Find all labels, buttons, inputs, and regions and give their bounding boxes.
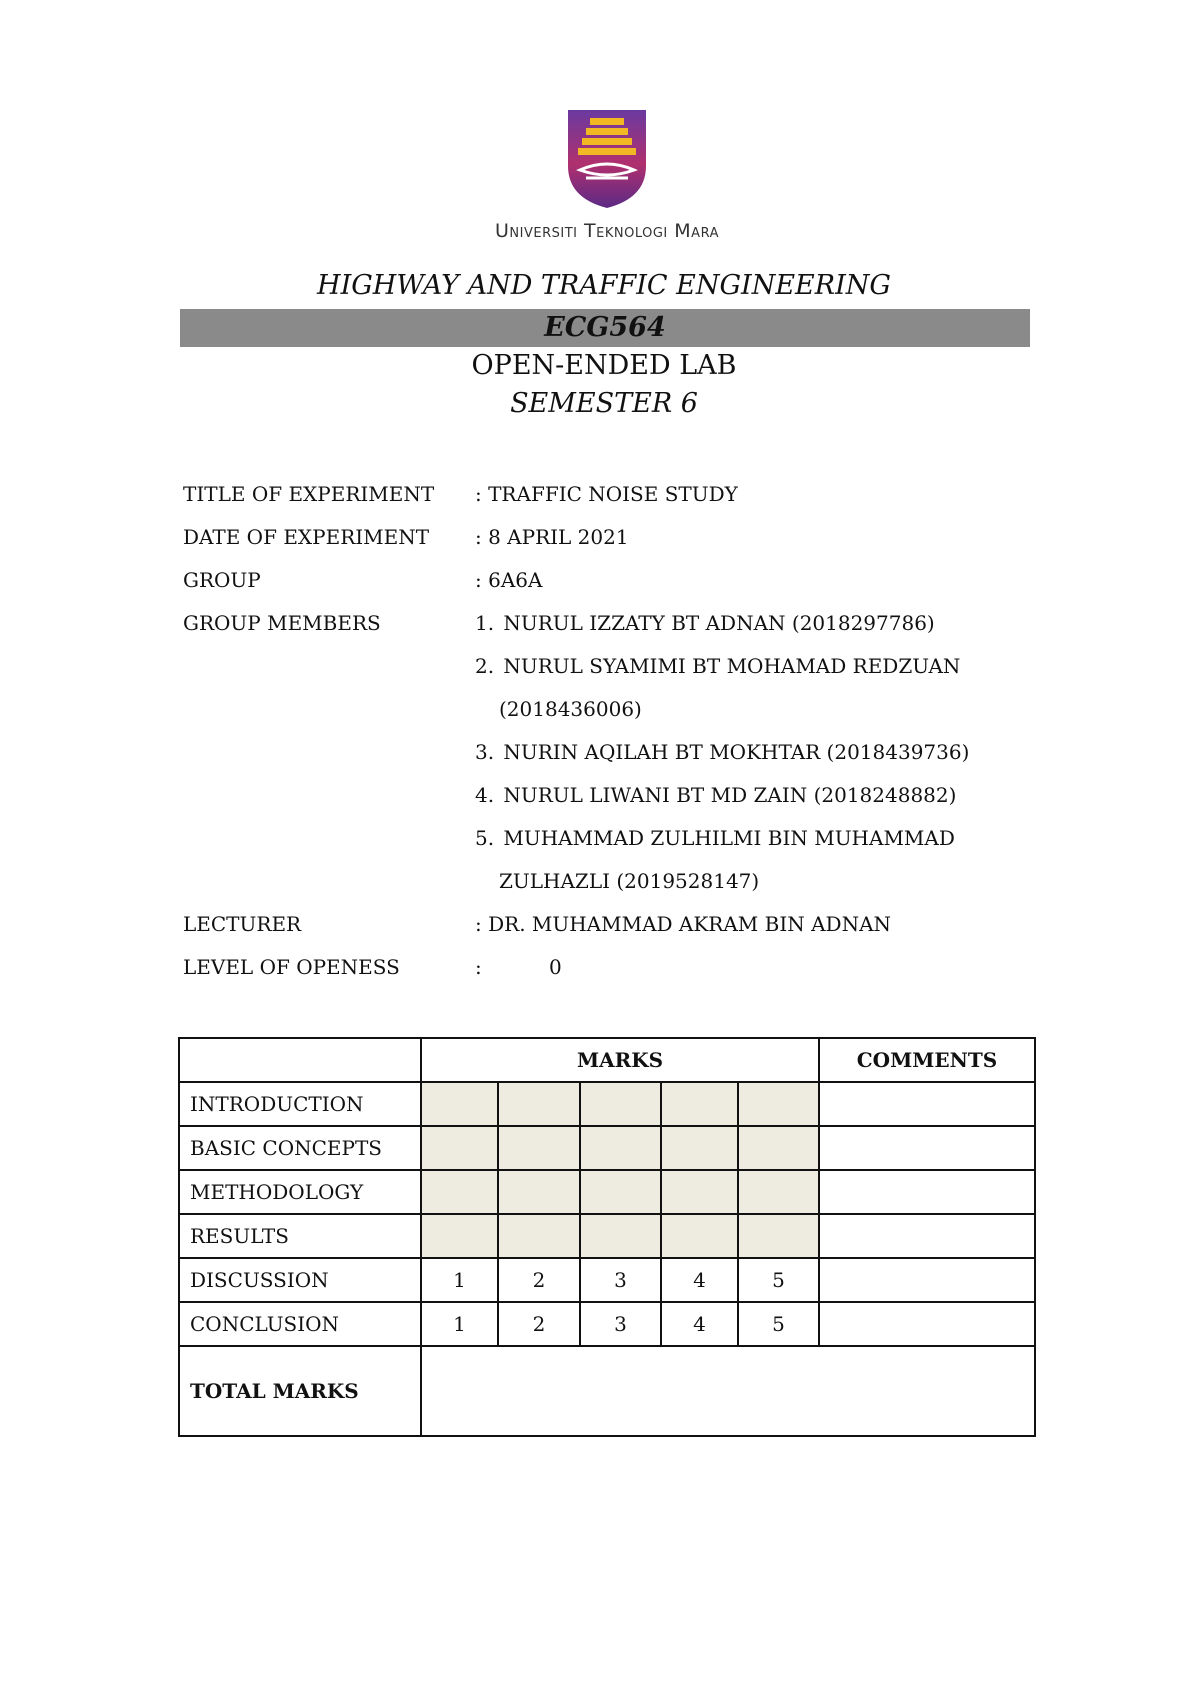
- openess-label: LEVEL OF OPENESS: [183, 955, 400, 979]
- comment-cell: [819, 1302, 1035, 1346]
- score-option[interactable]: 1: [421, 1258, 498, 1302]
- table-row: [179, 1258, 1035, 1302]
- member-5: [475, 826, 955, 850]
- comment-cell: [819, 1170, 1035, 1214]
- score-option[interactable]: 2: [498, 1302, 580, 1346]
- table-row: [179, 1214, 1035, 1258]
- member-number: 1.: [475, 611, 495, 635]
- empty-header-cell: [179, 1038, 421, 1082]
- total-row: [179, 1346, 1035, 1436]
- score-option[interactable]: 3: [580, 1258, 661, 1302]
- mark-cell: [661, 1170, 738, 1214]
- score-option[interactable]: 5: [738, 1258, 819, 1302]
- comment-cell: [819, 1126, 1035, 1170]
- criterion-label: RESULTS: [179, 1214, 421, 1258]
- score-option[interactable]: 5: [738, 1302, 819, 1346]
- mark-cell: [580, 1126, 661, 1170]
- lecturer-label: LECTURER: [183, 912, 302, 936]
- openess-value: 0: [549, 955, 562, 979]
- table-row: [179, 1082, 1035, 1126]
- member-number: 2.: [475, 654, 495, 678]
- criterion-label: BASIC CONCEPTS: [179, 1126, 421, 1170]
- criterion-label: DISCUSSION: [179, 1258, 421, 1302]
- member-name: NURUL LIWANI BT MD ZAIN (2018248882): [503, 783, 957, 807]
- university-name: Universiti Teknologi Mara: [495, 220, 719, 242]
- lab-title: OPEN-ENDED LAB: [471, 350, 737, 381]
- university-logo: [462, 108, 752, 242]
- member-number: 4.: [475, 783, 495, 807]
- semester: SEMESTER 6: [510, 388, 698, 419]
- mark-cell: [738, 1126, 819, 1170]
- group-value: : 6A6A: [475, 568, 543, 592]
- mark-cell: [580, 1214, 661, 1258]
- table-row: [179, 1126, 1035, 1170]
- member-1: [475, 611, 935, 635]
- comment-cell: [819, 1082, 1035, 1126]
- member-id: (2018436006): [499, 697, 642, 721]
- table-row: [179, 1302, 1035, 1346]
- lecturer-value: : DR. MUHAMMAD AKRAM BIN ADNAN: [475, 912, 892, 936]
- criterion-label: METHODOLOGY: [179, 1170, 421, 1214]
- score-option[interactable]: 3: [580, 1302, 661, 1346]
- marks-table: [178, 1037, 1036, 1437]
- mark-cell: [580, 1170, 661, 1214]
- comment-cell: [819, 1258, 1035, 1302]
- table-row: [179, 1170, 1035, 1214]
- score-option[interactable]: 1: [421, 1302, 498, 1346]
- mark-cell: [421, 1082, 498, 1126]
- table-header-row: [179, 1038, 1035, 1082]
- group-label: GROUP: [183, 568, 261, 592]
- course-title: HIGHWAY AND TRAFFIC ENGINEERING: [317, 270, 891, 301]
- mark-cell: [421, 1126, 498, 1170]
- openess-colon: :: [475, 955, 482, 979]
- criterion-label: CONCLUSION: [179, 1302, 421, 1346]
- member-name: NURIN AQILAH BT MOKHTAR (2018439736): [503, 740, 970, 764]
- total-marks-label: TOTAL MARKS: [179, 1346, 421, 1436]
- mark-cell: [661, 1214, 738, 1258]
- total-marks-cell: [421, 1346, 1035, 1436]
- score-option[interactable]: 2: [498, 1258, 580, 1302]
- mark-cell: [498, 1126, 580, 1170]
- mark-cell: [421, 1170, 498, 1214]
- title-value: : TRAFFIC NOISE STUDY: [475, 482, 738, 506]
- criterion-label: INTRODUCTION: [179, 1082, 421, 1126]
- mark-cell: [580, 1082, 661, 1126]
- mark-cell: [661, 1126, 738, 1170]
- member-4: [475, 783, 956, 807]
- member-name: MUHAMMAD ZULHILMI BIN MUHAMMAD: [503, 826, 955, 850]
- mark-cell: [498, 1170, 580, 1214]
- comments-header: COMMENTS: [819, 1038, 1035, 1082]
- member-name: NURUL SYAMIMI BT MOHAMAD REDZUAN: [503, 654, 961, 678]
- comment-cell: [819, 1214, 1035, 1258]
- course-code: ECG564: [180, 309, 1030, 347]
- title-label: TITLE OF EXPERIMENT: [183, 482, 435, 506]
- member-2: [475, 654, 960, 678]
- members-label: GROUP MEMBERS: [183, 611, 381, 635]
- member-3: [475, 740, 969, 764]
- member-id: ZULHAZLI (2019528147): [499, 869, 760, 893]
- marks-header: MARKS: [421, 1038, 819, 1082]
- date-label: DATE OF EXPERIMENT: [183, 525, 430, 549]
- date-value: : 8 APRIL 2021: [475, 525, 629, 549]
- score-option[interactable]: 4: [661, 1302, 738, 1346]
- mark-cell: [498, 1214, 580, 1258]
- mark-cell: [421, 1214, 498, 1258]
- member-name: NURUL IZZATY BT ADNAN (2018297786): [503, 611, 935, 635]
- mark-cell: [661, 1082, 738, 1126]
- member-number: 5.: [475, 826, 495, 850]
- mark-cell: [738, 1082, 819, 1126]
- uitm-crest-icon: [566, 108, 648, 210]
- mark-cell: [738, 1170, 819, 1214]
- mark-cell: [738, 1214, 819, 1258]
- mark-cell: [498, 1082, 580, 1126]
- member-number: 3.: [475, 740, 495, 764]
- score-option[interactable]: 4: [661, 1258, 738, 1302]
